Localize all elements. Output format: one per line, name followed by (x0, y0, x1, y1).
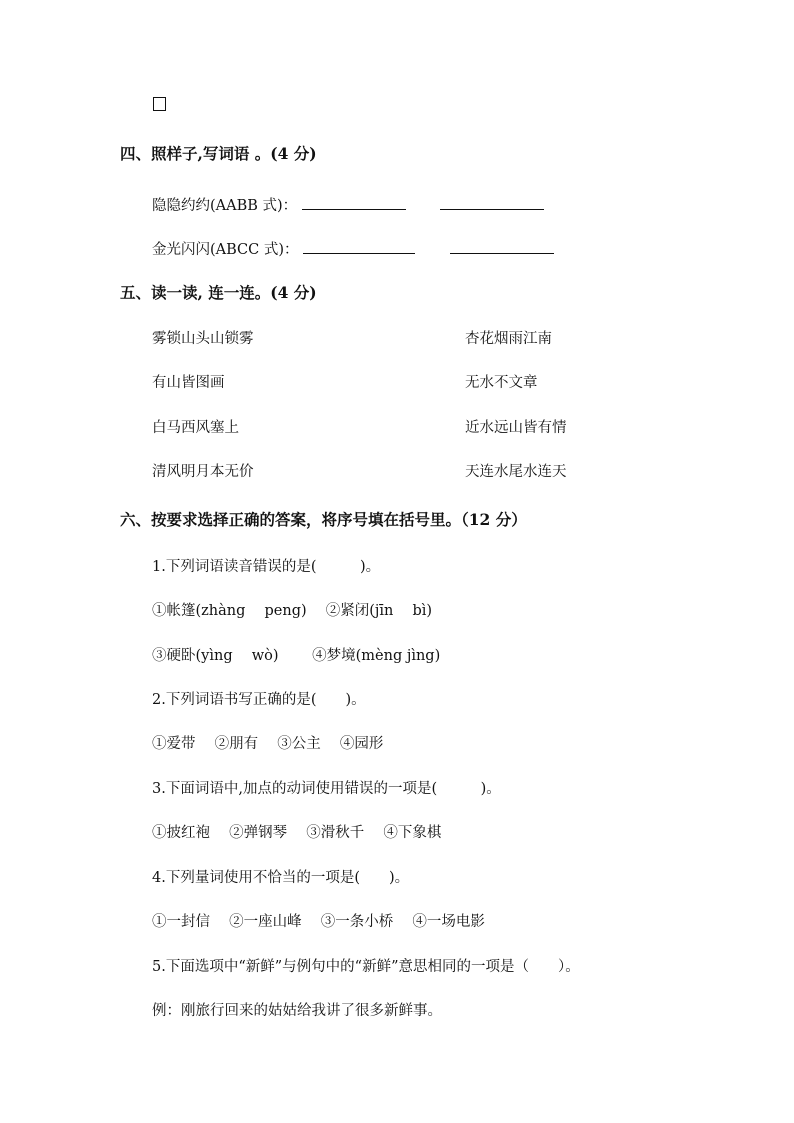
q3: 3.下面词语中,加点的动词使用错误的一项是( )。 (152, 781, 501, 797)
q5-example: 例：刚旅行回来的姑姑给我讲了很多新鲜事。 (152, 1003, 442, 1019)
s4-line-1-label: 隐隐约约(AABB 式)： (152, 198, 298, 214)
blank-1a[interactable] (302, 195, 406, 210)
q2-options: ①爱带 ②朋有 ③公主 ④园形 (152, 736, 384, 752)
s4-line-2-label: 金光闪闪(ABCC 式)： (152, 242, 299, 258)
s5-left-1: 雾锁山头山锁雾 (152, 331, 254, 347)
q3-options: ①披红袍 ②弹钢琴 ③滑秋千 ④下象棋 (152, 825, 442, 841)
section-6-title: 六、按要求选择正确的答案，将序号填在括号里。（12 分） (120, 510, 527, 529)
s5-row-4 (152, 464, 567, 480)
blank-2b[interactable] (450, 239, 554, 254)
s5-left-4: 清风明月本无价 (152, 464, 254, 480)
s5-right-4: 天连水尾水连天 (465, 464, 567, 480)
s5-right-2: 无水不文章 (465, 375, 538, 391)
s5-row-3 (152, 420, 567, 436)
q5: 5.下面选项中“新鲜”与例句中的“新鲜”意思相同的一项是（ ）。 (152, 959, 580, 975)
q1-options-b: ③硬卧(yìng wò) ④梦境(mèng jìng) (152, 648, 441, 664)
q4: 4.下列量词使用不恰当的一项是( )。 (152, 870, 410, 886)
blank-1b[interactable] (440, 195, 544, 210)
q1-options-a: ①帐篷(zhàng peng) ②紧闭(jīn bì) (152, 603, 433, 619)
s4-line-2 (152, 239, 554, 258)
s5-right-1: 杏花烟雨江南 (465, 331, 552, 347)
q1: 1.下列词语读音错误的是( )。 (152, 559, 381, 575)
s5-left-2: 有山皆图画 (152, 375, 225, 391)
section-5-title: 五、读一读, 连一连。(4 分) (120, 283, 317, 302)
q4-options: ①一封信 ②一座山峰 ③一条小桥 ④一场电影 (152, 914, 485, 930)
section-4-title: 四、照样子,写词语 。(4 分) (120, 144, 317, 163)
blank-2a[interactable] (303, 239, 415, 254)
s5-right-3: 近水远山皆有情 (465, 420, 567, 436)
checkbox-square (153, 97, 166, 111)
s5-row-2 (152, 375, 538, 391)
s4-line-1 (152, 195, 544, 214)
s5-left-3: 白马西风塞上 (152, 420, 239, 436)
s5-row-1 (152, 331, 552, 347)
q2: 2.下列词语书写正确的是( )。 (152, 692, 366, 708)
